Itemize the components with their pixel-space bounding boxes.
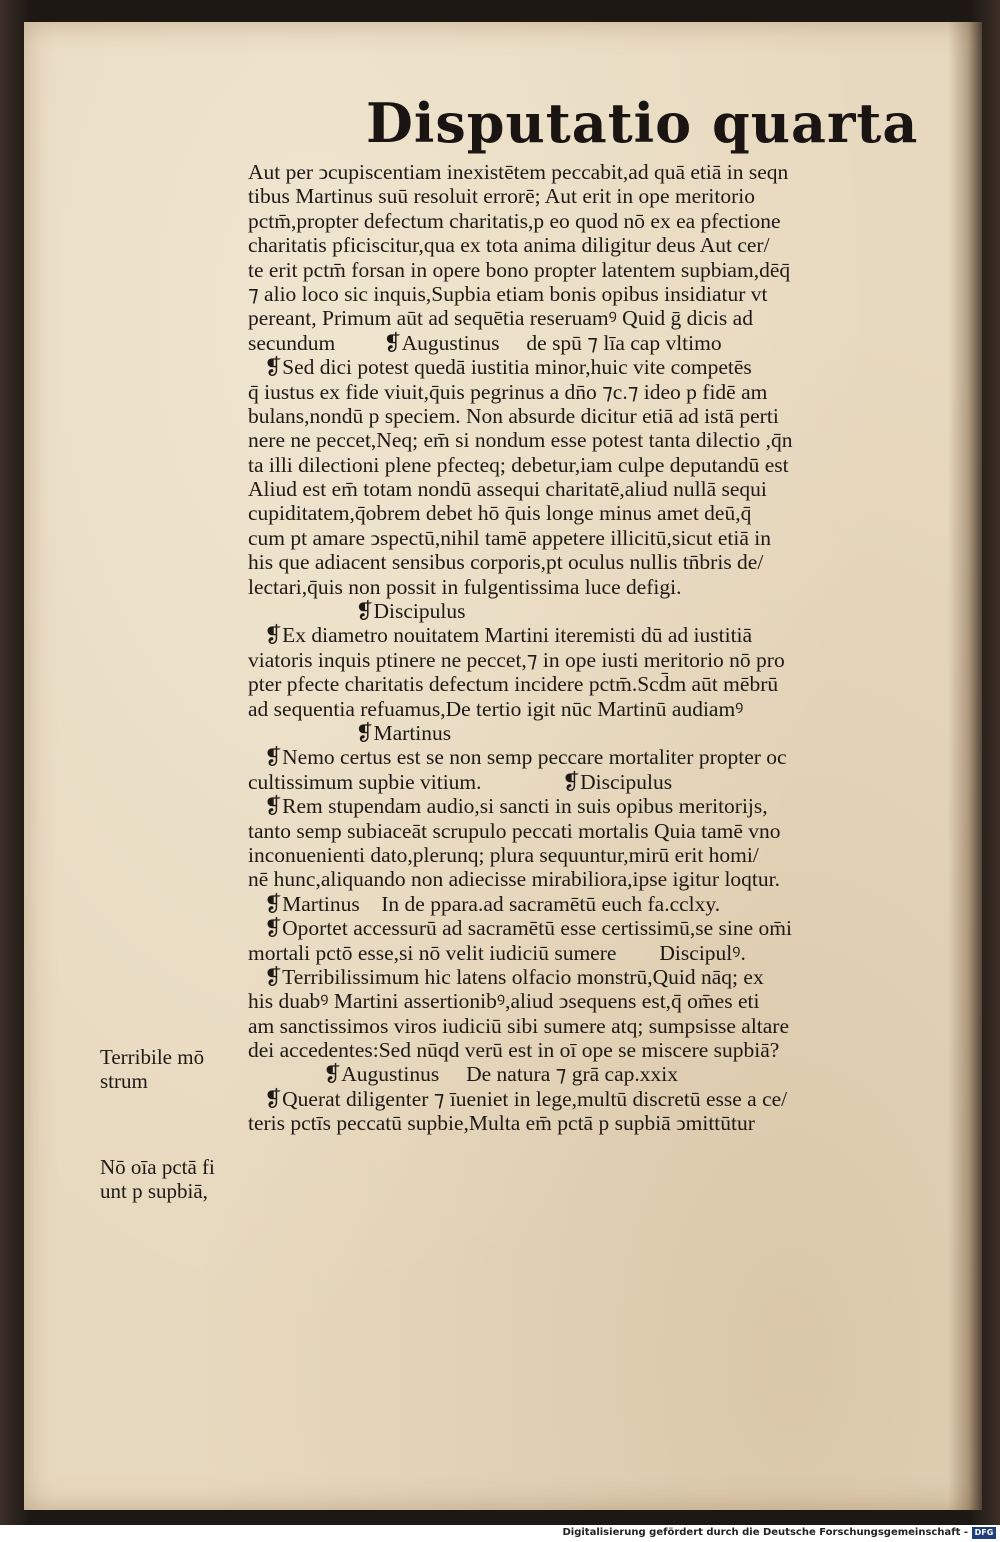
text-line: Aut per ↄcupiscentiam inexistētem peccabit,ad quā etiā in seqn: [248, 160, 789, 184]
page-gutter-shadow: [948, 22, 982, 1510]
text-line: bulans,nondū p speciem. Non absurde dicitur etiā ad istā perti: [248, 403, 779, 428]
marginal-note-line: strum: [100, 1069, 148, 1093]
text-line: q̄ iustus ex fide viuit,q̄uis pegrinus a dn̄o ⁊c.⁊ ideo p fidē am: [248, 379, 768, 404]
marginal-note-2: [100, 1155, 260, 1203]
text-line: tanto semp subiaceāt scrupulo peccati mortalis Quia tamē vno: [248, 818, 781, 843]
text-line: ❡Rem stupendam audio,si sancti in suis opibus meritorijs,: [248, 794, 768, 819]
text-line: cultissimum supbie vitium. ❡Discipulus: [248, 769, 673, 794]
body-text-block: [248, 160, 938, 1136]
text-line: cupiditatem,q̄obrem debet hō q̄uis longe minus amet deū,q̄: [248, 501, 752, 526]
text-line: pter pfecte charitatis defectum incidere pctm̄.Scd̄m aūt mēbrū: [248, 672, 779, 697]
text-line: mortali pctō esse,si nō velit iudiciū sumere Discipulꝰ.: [248, 940, 746, 965]
text-line: cum pt amare ↄspectū,nihil tamē appetere illicitū,sicut etiā in: [248, 525, 771, 550]
marginal-note-line: Nō oīa pctā fi: [100, 1155, 215, 1179]
text-line: nere ne peccet,Neq; em̄ si nondum esse potest tanta dilectio ,q̄n: [248, 428, 793, 453]
marginal-note-line: Terribile mō: [100, 1045, 205, 1069]
text-line: ❡Augustinus De natura ⁊ grā cap.xxix: [248, 1062, 678, 1087]
text-line: his duabꝰ Martini assertionibꝰ,aliud ↄsequens est,q̄ om̄es eti: [248, 989, 760, 1014]
text-line: lectari,q̄uis non possit in fulgentissima luce defigi.: [248, 574, 682, 599]
text-line: nē hunc,aliquando non adiecisse mirabiliora,ipse igitur loqtur.: [248, 867, 780, 892]
text-line: ❡Discipulus: [248, 599, 466, 624]
text-line: ⁊ alio loco sic inquis,Supbia etiam bonis opibus insidiatur vt: [248, 281, 768, 306]
text-line: Aliud est em̄ totam nondū assequi charitatē,aliud nullā sequi: [248, 477, 767, 502]
text-line: ta illi dilectioni plene pfecteq; debetur,iam culpe deputandū est: [248, 452, 789, 477]
marginal-note-line: unt p supbiā,: [100, 1179, 208, 1203]
footer-bar: [0, 1525, 1000, 1542]
dfg-logo-icon: DFG: [972, 1527, 996, 1539]
text-line: teris pctīs peccatū supbie,Multa em̄ pctā p supbiā ↄmittūtur: [248, 1111, 755, 1136]
text-line: charitatis pficiscitur,qua ex tota anima diligitur deus Aut cer/: [248, 233, 770, 258]
text-line: viatoris inquis ptinere ne peccet,⁊ in ope iusti meritorio nō pro: [248, 647, 785, 672]
text-line: pctm̄,propter defectum charitatis,p eo quod nō ex ea pfectione: [248, 208, 781, 233]
marginal-note-1: [100, 1045, 260, 1093]
footer-credit-text: Digitalisierung gefördert durch die Deutsche Forschungsgemeinschaft -: [562, 1527, 968, 1538]
text-line: ❡Martinus In de ppara.ad sacramētū euch fa.cclxy.: [248, 891, 721, 916]
text-line: pereant, Primum aūt ad sequētia reseruamꝰ Quid ḡ dicis ad: [248, 306, 753, 331]
text-line: ❡Ex diametro nouitatem Martini iteremisti dū ad iustitiā: [248, 623, 753, 648]
text-line: ❡Nemo certus est se non semp peccare mortaliter propter oc: [248, 745, 787, 770]
text-line: ad sequentia refuamus,De tertio igit nūc Martinū audiamꝰ: [248, 696, 744, 721]
text-line: dei accedentes:Sed nūqd verū est in oī ope se miscere supbiā?: [248, 1038, 780, 1063]
text-line: ❡Querat diligenter ⁊ īueniet in lege,multū discretū esse a ce/: [248, 1086, 788, 1111]
text-line: te erit pctm̄ forsan in opere bono propter latentem supbiam,dēq̄: [248, 257, 791, 282]
text-line: ❡Terribilissimum hic latens olfacio monstrū,Quid nāq; ex: [248, 964, 764, 989]
text-line: am sanctissimos viros iudiciū sibi sumere atq; sumpsisse altare: [248, 1013, 790, 1038]
text-line: ❡Sed dici potest quedā iustitia minor,huic vite competēs: [248, 355, 752, 380]
text-line: tibus Martinus suū resoluit errorē; Aut erit in ope meritorio: [248, 184, 755, 209]
text-line: ❡Oportet accessurū ad sacramētū esse certissimū,se sine om̄i: [248, 916, 792, 941]
text-line: secundum ❡Augustinus de spū ⁊ līa cap vltimo: [248, 330, 722, 355]
text-line: ❡Martinus: [248, 720, 452, 745]
running-title: Disputatio quarta: [366, 91, 919, 155]
text-line: inconuenienti dato,plerunq; plura sequuntur,mirū erit homi/: [248, 842, 759, 867]
text-line: his que adiacent sensibus corporis,pt oculus nullis tn̄bris de/: [248, 550, 764, 575]
